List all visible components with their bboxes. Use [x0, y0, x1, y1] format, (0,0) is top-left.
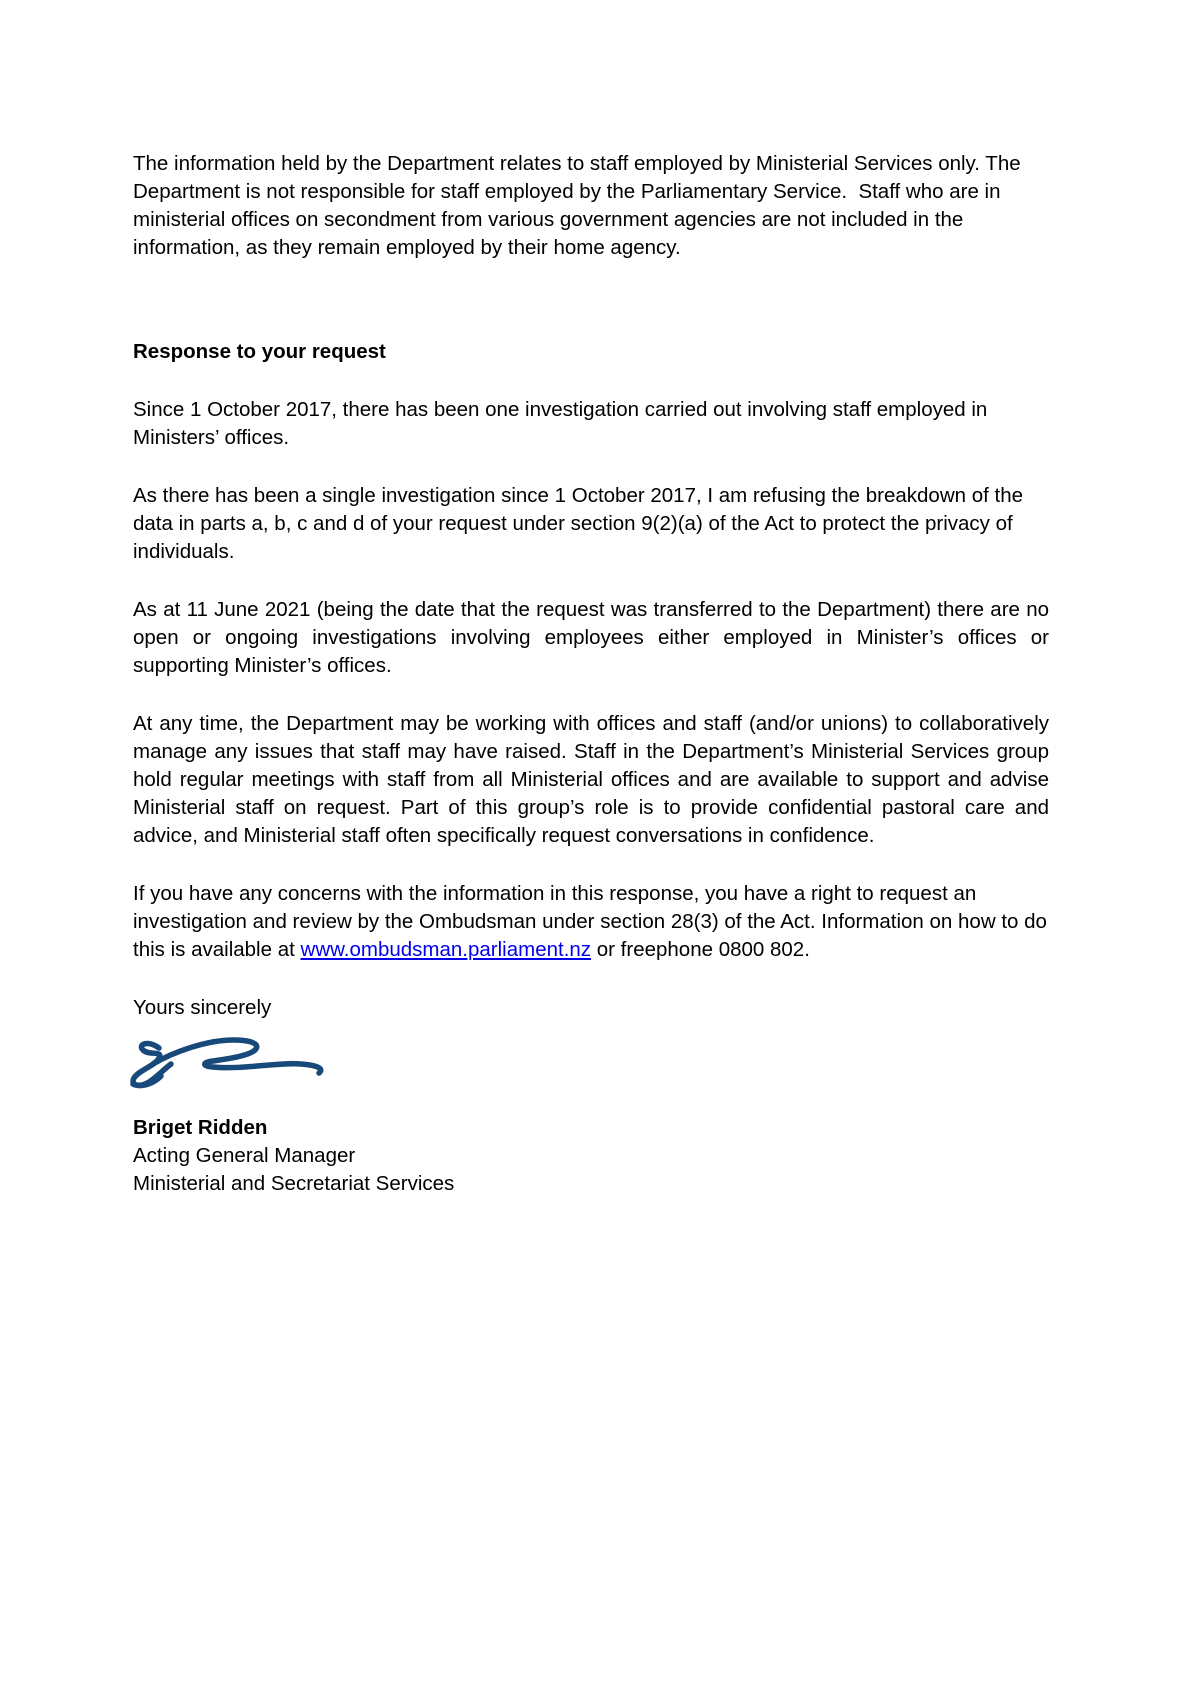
closing-salutation: Yours sincerely — [133, 996, 272, 1019]
handwritten-signature — [129, 1032, 1049, 1092]
paragraph-at-any-time: At any time, the Department may be working with offices and staff (and/or unions) to collaboratively manage any issues that staff may have raised. Staff in the Department’s Ministerial Services group hold regular meetings with staff from all Ministerial offices and are available to support and advise Ministerial staff on request. Part of this group’s role is to provide confidential pastoral care and advice, and Ministerial staff often specifically request conversations in confidence. — [133, 712, 1049, 847]
letter-body — [133, 150, 1049, 1198]
ombudsman-link[interactable]: www.ombudsman.parliament.nz — [300, 938, 592, 961]
paragraph-since-october: Since 1 October 2017, there has been one investigation carried out involving staff employed in Ministers’ offices. — [133, 398, 988, 449]
signatory-department: Ministerial and Secretariat Services — [133, 1172, 455, 1195]
signatory-title: Acting General Manager — [133, 1144, 356, 1167]
paragraph-ombudsman-rights — [133, 880, 1049, 964]
signatory-name: Briget Ridden — [133, 1116, 268, 1139]
section-heading-response: Response to your request — [133, 340, 386, 363]
ombudsman-text-after: or freephone 0800 802. — [591, 938, 810, 961]
paragraph-information-held: The information held by the Department relates to staff employed by Ministerial Services only. The Department is not responsible for staff employed by the Parliamentary Service. Staff who are in ministerial offices on secondment from various government agencies are not included in the information, as they remain employed by their home agency. — [133, 152, 1027, 259]
signature-scribble-icon — [129, 1032, 339, 1092]
paragraph-as-at-june: As at 11 June 2021 (being the date that the request was transferred to the Department) there are no open or ongoing investigations involving employees either employed in Minister’s offices or supporting Minister’s offices. — [133, 598, 1049, 677]
ombudsman-text-before: If you have any concerns with the information in this response, you have a right to request an investigation and review by the Ombudsman under section 28(3) of the Act. Information on how to do this is available at — [133, 882, 1047, 961]
paragraph-refusal: As there has been a single investigation since 1 October 2017, I am refusing the breakdown of the data in parts a, b, c and d of your request under section 9(2)(a) of the Act to protect the privacy of individuals. — [133, 484, 1024, 563]
signature-block — [133, 1114, 1049, 1198]
